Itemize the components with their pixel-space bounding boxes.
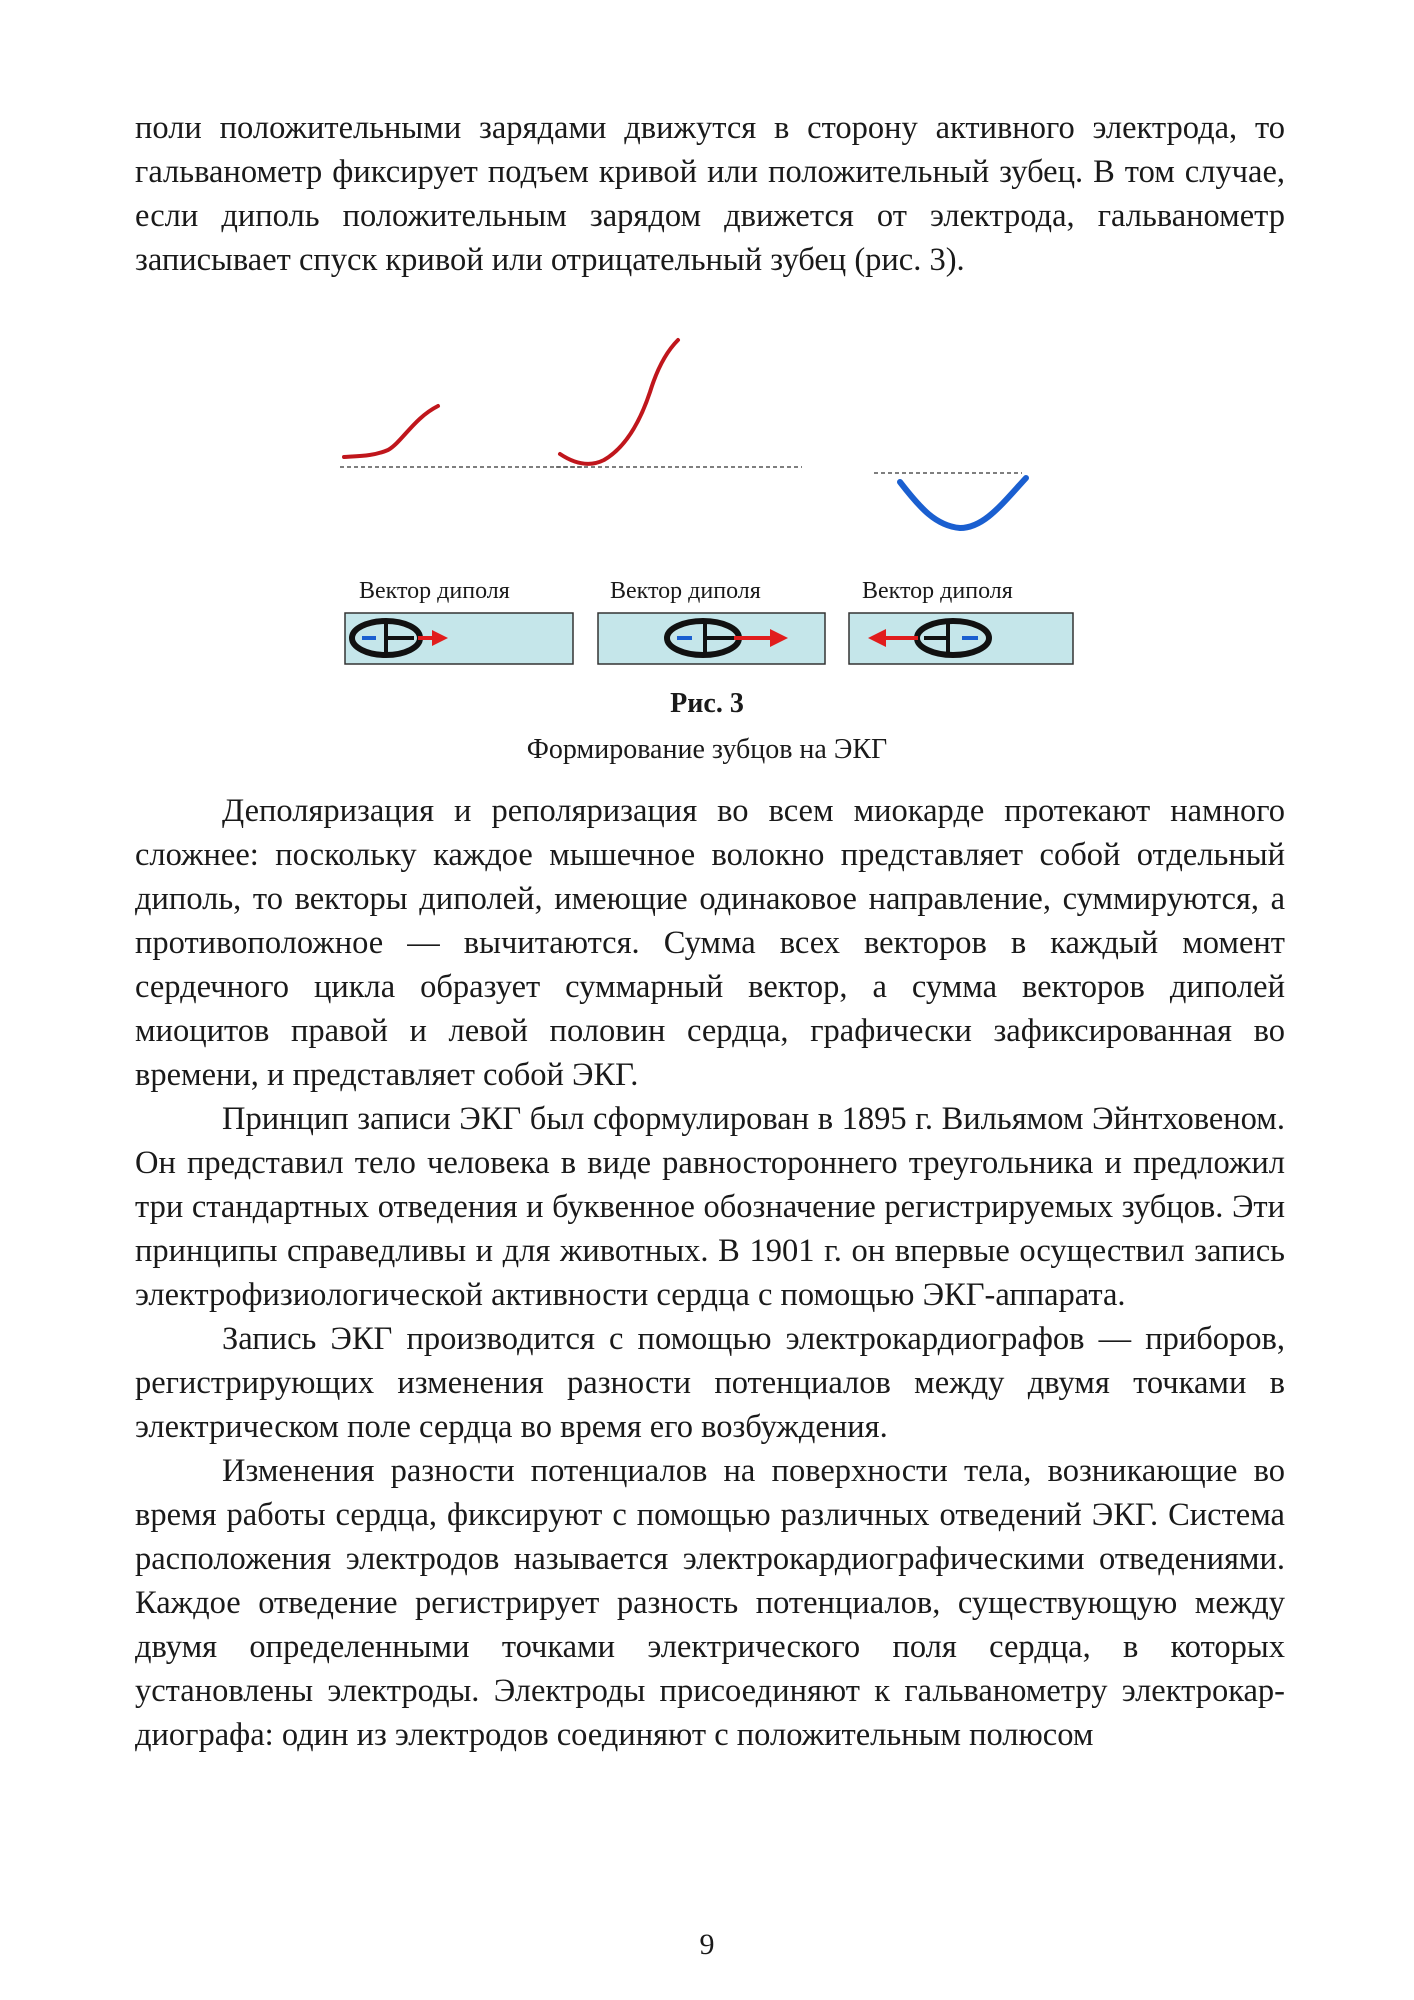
paragraph-ecg-recording: Запись ЭКГ производится с помощью электрокардиографов — приборов, регистрирующих изменения разности потенциалов между двумя точками в электрическом поле сердца во время его возбуждения. — [135, 1321, 1285, 1445]
paragraph-ecg-leads: Изменения разности потенциалов на поверхности тела, возникающие во время работы сердца, фиксируют с помощью различных отведений ЭКГ. Система расположения электродов называется электрокардиографическими отведениями. Каждое отведение регистрирует разность потенциалов, существующую между двумя определенными точками электрического поля сердца, в которых установлены электроды. Электроды присоединяют к гальванометру электрокардиографа: один из электродов соединяют с положительным полюсом — [135, 1453, 1285, 1753]
negative-wave — [900, 478, 1026, 528]
page-number: 9 — [699, 1928, 715, 1961]
figure-caption: Формирование зубцов на ЭКГ — [526, 734, 888, 765]
paragraph-depolarization: Деполяризация и реполяризация во всем миокарде протекают намного сложнее: поскольку каждое мышечное волокно представляет собой отдельный диполь, то векторы диполей, имеющие одинаковое направление, суммируются, а противоположное — вычитаются. Сумма всех векторов в каждый момент сердечного цикла образует суммарный вектор, а сумма векторов диполей миоцитов правой и левой половин сердца, графически зафиксированная во времени, и представляет собой ЭКГ. — [135, 793, 1285, 1093]
body-text — [135, 789, 1285, 1757]
positive-wave-large — [560, 340, 678, 464]
figure-dipole-waves — [330, 330, 1080, 680]
intro-paragraph: поли положительными зарядами движутся в сторону активного электрода, то гальванометр фиксирует подъем кривой или положительный зубец. В том случае, если диполь положительным зарядом движется от электрода, гальванометр записывает спуск кривой или отрицательный зубец (рис. 3). — [135, 110, 1285, 278]
paragraph-einthoven: Принцип записи ЭКГ был сформулирован в 1895 г. Вильямом Эйнтховеном. Он представил тело человека в виде равностороннего треугольника и предложил три стандартных отведения и буквенное обозначение регистрируемых зубцов. Эти принципы справедливы и для животных. В 1901 г. он впервые осуществил запись электрофизиологической активности сердца с помощью ЭКГ-аппарата. — [135, 1101, 1285, 1313]
dipole-vector-label-3: Вектор диполя — [862, 578, 1013, 604]
dipole-vector-label-1: Вектор диполя — [359, 578, 510, 604]
figure-number: Рис. 3 — [670, 688, 744, 719]
positive-wave-small — [344, 406, 438, 457]
dipole-vector-label-2: Вектор диполя — [610, 578, 761, 604]
figure-drawing — [330, 330, 1080, 680]
intro-text — [135, 106, 1285, 282]
